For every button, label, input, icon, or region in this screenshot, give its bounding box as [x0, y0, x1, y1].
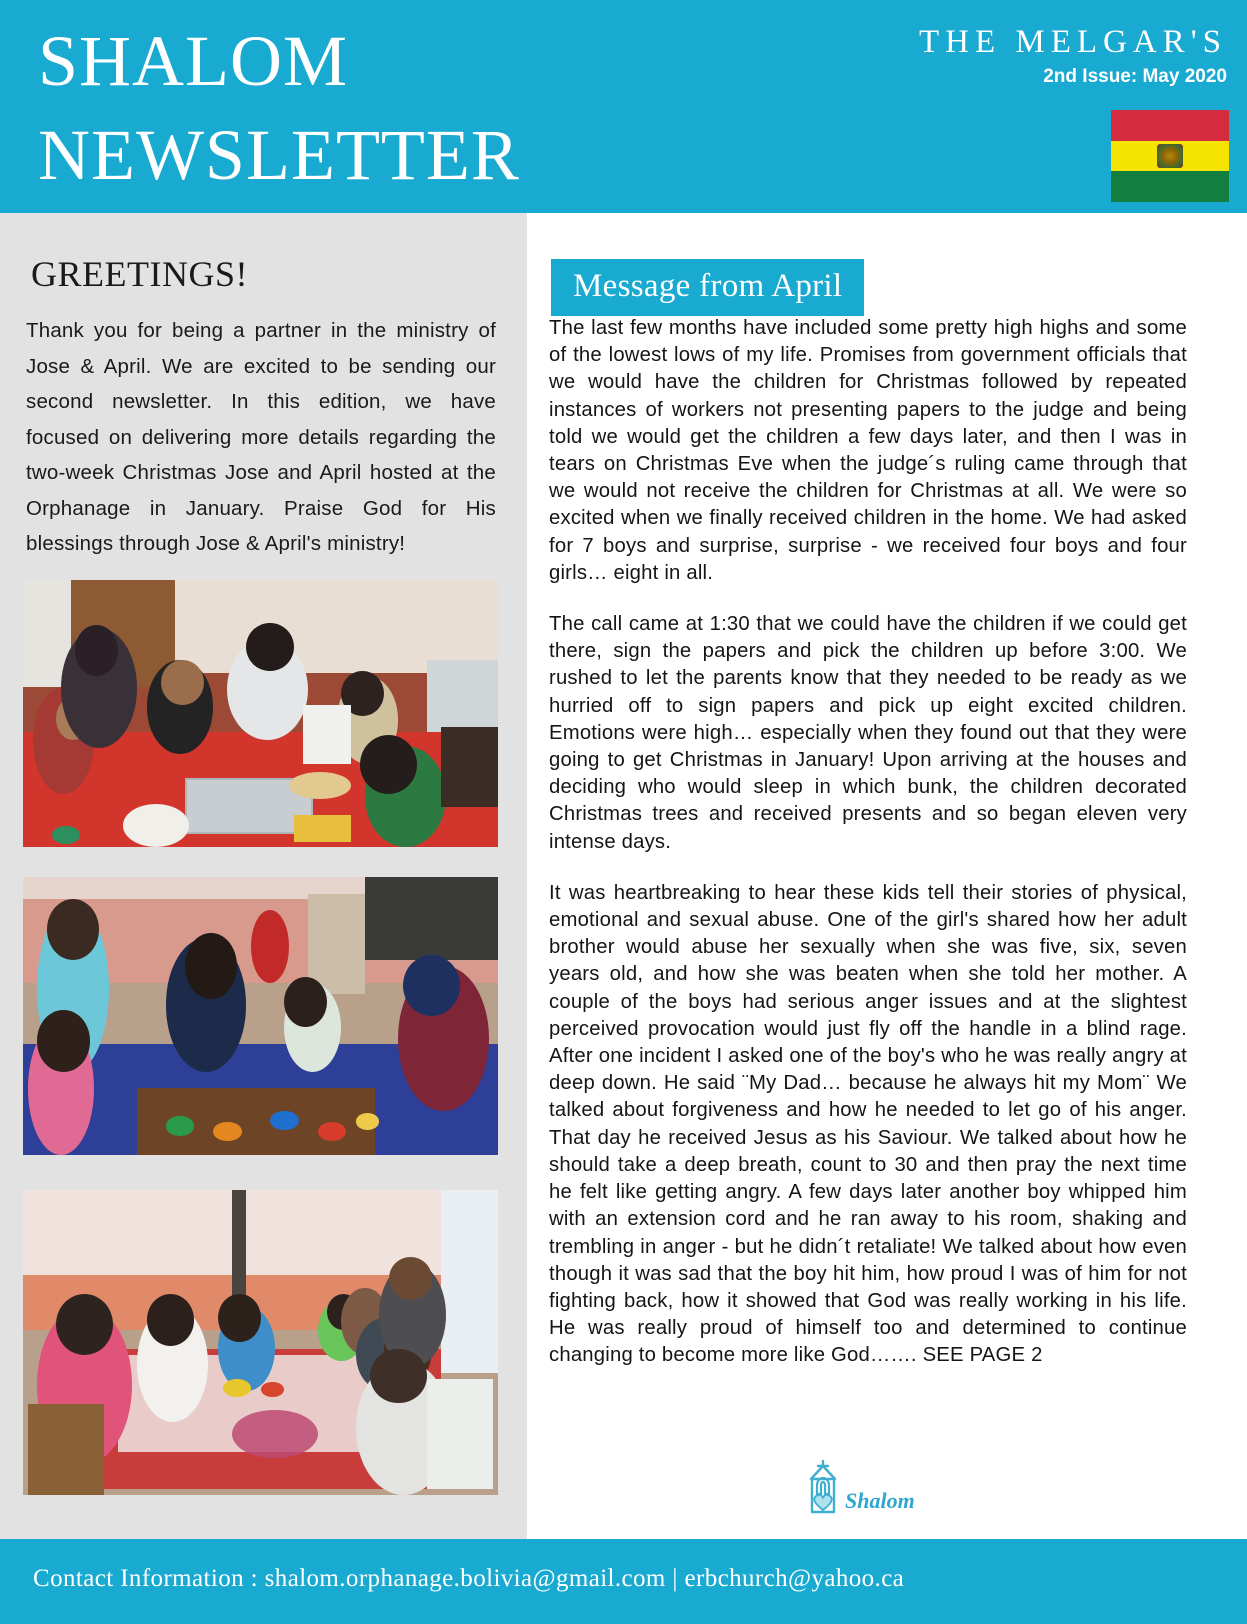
p1-cabinet	[441, 727, 498, 807]
p1-dough	[289, 772, 351, 799]
shalom-logo-text: Shalom	[845, 1488, 915, 1513]
p2-woman-head	[185, 933, 237, 1000]
p1-boy2-head	[161, 660, 204, 705]
message-body	[549, 315, 1187, 1370]
p1-white-chair	[303, 705, 351, 764]
p2-chalkboard	[365, 877, 498, 960]
flag-stripe-yellow	[1111, 141, 1229, 172]
p1-boy4-head	[360, 735, 417, 794]
p2-girl3-head	[284, 977, 327, 1027]
p2-girl2-hair	[37, 1010, 89, 1071]
masthead-header	[0, 0, 1247, 213]
body-area	[0, 213, 1247, 1539]
p1-plastic-bag	[123, 804, 190, 847]
greetings-body-text: Thank you for being a partner in the ministry of Jose & April. We are excited to be sending our second newsletter. In this edition, we have focused on delivering more details regarding the two-week Christmas Jose and April hosted at the Orphanage in January. Praise God for His blessings through Jose & April's ministry!	[26, 319, 496, 555]
title-line-1: SHALOM	[38, 21, 349, 101]
left-column	[0, 213, 527, 1539]
p1-cookies	[294, 815, 351, 842]
p3-pink-bowl	[232, 1410, 318, 1459]
p1-cutter	[52, 826, 81, 845]
issue-label: 2nd Issue: May 2020	[1043, 66, 1227, 87]
shalom-orphanage-logo	[789, 1458, 929, 1520]
p3-boy2-head	[147, 1294, 195, 1346]
message-paragraph-2: The call came at 1:30 that we could have the children if we could get there, sign the papers and pick the children up before 3:00. We rushed to let the parents know that they needed to be ready as we hurried off to sign papers and pick up eight excited children. Emotions were high… especially when they found out that they were going to get Christmas in January! Upon arriving at the houses and deciding who would sleep in which bunk, the children decorated Christmas trees and received presents and so began eleven very intense days.	[549, 613, 1187, 853]
message-paragraph-1: The last few months have included some pretty high highs and some of the lowest lows of my life. Promises from government officials that we would have the children for Christmas followed by repeated instances of workers not presenting papers to the judge and being told we would get the children a few days later, and then I was in tears on Christmas Eve when the judge´s ruling came through that we would not receive the children for Christmas at all. We were so excited when we finally received children in the home. We had asked for 7 boys and surprise, surprise - we received four boys and four girls… eight in all.	[549, 317, 1187, 584]
p2-cookie-red	[318, 1122, 347, 1141]
photo-girls-decorating-cookies	[23, 877, 498, 1155]
p2-brick-wall	[308, 894, 365, 994]
p3-boy1-head	[56, 1294, 113, 1355]
flag-stripe-green	[1111, 171, 1229, 202]
p2-boy-red-shirt-bg	[251, 910, 289, 982]
photo-2-scene	[23, 877, 498, 1155]
p2-girl4-headband	[403, 955, 460, 1016]
p3-boy3-head	[218, 1294, 261, 1343]
message-paragraph-3: It was heartbreaking to hear these kids tell their stories of physical, emotional and sexual abuse. One of the girl's shared how her adult brother would abuse her sexually when she was five, six, seven years old, and how she was beaten when she told her mother. A couple of the boys had serious anger issues and at the slightest perceived provocation would just fly off the handle in a blind rage. After one incident I asked one of the boy's who he was really angry at deep down. He said ¨My Dad… because he always hit my Mom¨ We talked about forgiveness and how he needed to let go of his anger. That day he received Jesus as his Saviour. We talked about how he should take a deep breath, count to 30 and then pray the next time he felt like getting angry. A few days later another boy whipped him with an extension cord and he ran away to his room, shaking and trembling in anger - but he didn´t retaliate! We talked about how even though it was sad that the boy hit him, how proud I was of him for not fighting back, how it showed that God was really working in his life. He was really proud of himself too and determined to continue changing to become more like God……. SEE PAGE 2	[549, 881, 1187, 1367]
greetings-heading: GREETINGS!	[31, 254, 248, 294]
p3-window	[441, 1190, 498, 1373]
title-line-2: NEWSLETTER	[38, 115, 520, 195]
page-title	[38, 14, 698, 202]
p2-cookie-green	[166, 1116, 195, 1135]
p3-wooden-chair	[28, 1404, 104, 1496]
bolivia-flag-icon	[1111, 110, 1229, 202]
photo-boys-at-table-with-flour	[23, 1190, 498, 1495]
p2-cookie-yellow	[356, 1113, 380, 1130]
photo-children-baking-cookies	[23, 580, 498, 847]
p2-cookie-blue	[270, 1111, 299, 1130]
masthead-meta	[807, 22, 1227, 90]
footer-bar	[0, 1539, 1247, 1624]
family-name: THE MELGAR'S	[918, 24, 1227, 60]
contact-information: Contact Information : shalom.orphanage.bolivia@gmail.com | erbchurch@yahoo.ca	[33, 1565, 905, 1592]
right-column	[527, 213, 1247, 1539]
photo-1-scene	[23, 580, 498, 847]
flag-emblem-icon	[1157, 144, 1183, 168]
photo-3-scene	[23, 1190, 498, 1495]
p3-white-chair	[427, 1379, 494, 1489]
p1-man-head	[246, 623, 294, 671]
p2-girl1-hair	[47, 899, 99, 960]
section-title-banner: Message from April	[551, 259, 864, 316]
p1-woman-hair	[75, 625, 118, 676]
p2-cookie-orange	[213, 1122, 242, 1141]
p3-woman-head	[389, 1257, 432, 1300]
p3-boy7-head	[370, 1349, 427, 1404]
shalom-logo-svg	[789, 1458, 929, 1520]
flag-stripe-red	[1111, 110, 1229, 141]
